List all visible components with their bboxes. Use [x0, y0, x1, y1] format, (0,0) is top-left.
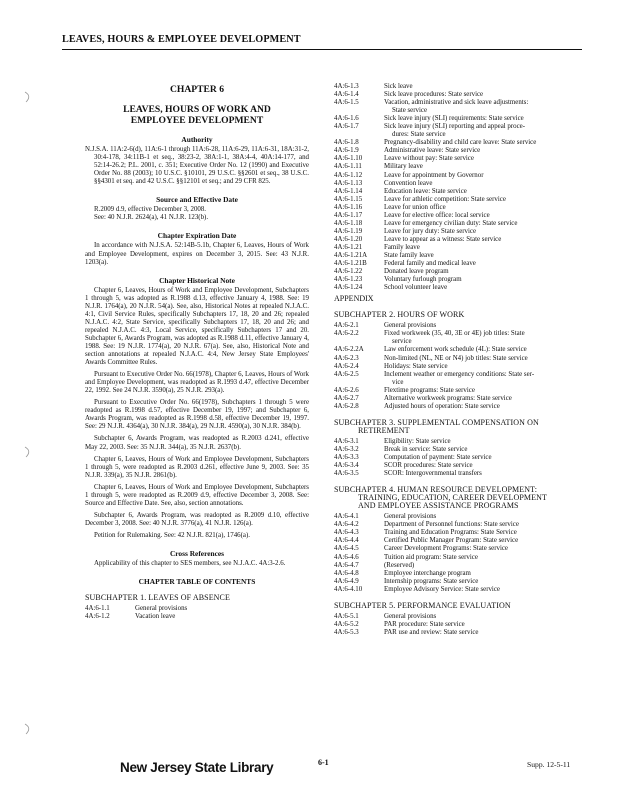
section-title	[382, 180, 582, 188]
section-number: 4A:6-2.2A	[334, 346, 364, 354]
historical-paragraph: Pursuant to Executive Order No. 66(1978), Subchapters 1 through 5 were readopted as R.1998 d.57, effective December 19, 1997; and Subchapter 6, Awards Program, was readopted as R.1998 d.58, effective December 19, 1997. See: 29 N.J.R. 4364(a), 30 N.J.R. 384(a), 29 N.J.R. 4590(a), 30 N.J.R. 384(b).	[85, 399, 309, 431]
section-number: 4A:6-2.6	[334, 386, 359, 394]
section-title	[382, 554, 582, 562]
section-number: 4A:6-3.4	[334, 462, 359, 470]
section-title	[382, 220, 582, 228]
section-title	[382, 276, 582, 284]
chapter-title-line: LEAVES, HOURS OF WORK AND	[123, 104, 271, 115]
toc-entry	[334, 252, 582, 260]
historical-paragraph: Chapter 6, Leaves, Hours of Work and Employee Development, Subchapters 1 through 5, were readopted as R.2003 d.261, effective June 9, 2003. See: 35 N.J.R. 339(a), 35 N.J.R. 2861(b).	[85, 455, 309, 479]
toc-entry	[334, 403, 582, 411]
toc-entry	[334, 163, 582, 171]
section-title	[382, 462, 582, 470]
section-number: 4A:6-2.7	[334, 394, 359, 402]
toc-entry	[334, 99, 582, 115]
section-title-text: General provisions	[384, 612, 437, 620]
toc-entry	[334, 355, 582, 363]
historical-heading: Chapter Historical Note	[159, 275, 235, 285]
source-line: R.2009 d.9, effective December 3, 2008.	[94, 206, 207, 214]
section-number: 4A:6-5.2	[334, 620, 359, 628]
section-title-continuation: vice	[392, 378, 404, 386]
section-title	[382, 395, 582, 403]
section-title-text: Pregnancy-disability and child care leave: State service	[384, 139, 537, 147]
section-title	[382, 355, 582, 363]
section-title-text: Sick leave injury (SLI) reporting and appeal proce-	[384, 123, 526, 131]
section-title-text: Holidays: State service	[384, 362, 448, 370]
section-title	[133, 613, 309, 621]
section-title	[382, 172, 582, 180]
toc-list	[334, 438, 582, 478]
section-title-text: Leave for appointment by Governor	[384, 171, 484, 179]
section-title-text: Computation of payment: State service	[384, 454, 492, 462]
section-title	[382, 403, 582, 411]
toc-entry	[334, 363, 582, 371]
section-title	[382, 613, 582, 621]
toc-entry	[334, 330, 582, 346]
section-number: 4A:6-2.5	[334, 370, 359, 378]
section-number: 4A:6-1.24	[334, 284, 363, 292]
hole-punch-mark-icon	[22, 445, 36, 459]
toc-entry	[334, 115, 582, 123]
section-title-text: Fixed workweek (35, 40, 3E or 4E) job titles: State	[384, 330, 525, 338]
historical-paragraph: Subchapter 6, Awards Program, was readopted as R.2009 d.10, effective December 3, 2008. See: 40 N.J.R. 3776(a), 41 N.J.R. 126(a).	[85, 511, 309, 527]
section-number: 4A:6-1.18	[334, 219, 363, 227]
section-title	[382, 204, 582, 212]
section-number: 4A:6-3.5	[334, 470, 359, 478]
expiration-text: In accordance with N.J.S.A. 52:14B-5.1b, Chapter 6, Leaves, Hours of Work and Employee Development, expires on December 3, 2015. See: 43 N.J.R. 1203(a).	[85, 242, 309, 266]
section-title-text: Adjusted hours of operation: State service	[384, 402, 500, 410]
hole-punch-mark-icon	[22, 722, 36, 736]
toc-entry	[334, 276, 582, 284]
toc-entry	[334, 537, 582, 545]
toc-entry	[334, 621, 582, 629]
section-title	[382, 438, 582, 446]
section-title	[382, 196, 582, 204]
historical-paragraph: Chapter 6, Leaves, Hours of Work and Employee Development, Subchapters 1 through 5, were readopted as R.2009 d.9, effective December 3, 2008. See: Source and Effective Date. See, also, section annotations.	[85, 483, 309, 507]
subchapter-heading-line: TRAINING, EDUCATION, CAREER DEVELOPMENT	[358, 493, 547, 503]
section-title	[382, 578, 582, 586]
toc-entry	[334, 91, 582, 99]
section-title-text: General provisions	[384, 513, 437, 521]
toc-entry	[334, 147, 582, 155]
section-number: 4A:6-1.12	[334, 171, 363, 179]
subchapter-4-heading	[334, 486, 582, 510]
chapter-title	[85, 104, 309, 126]
section-title-text: Vacation leave	[135, 613, 176, 621]
section-number: 4A:6-1.16	[334, 203, 363, 211]
toc-entry	[334, 228, 582, 236]
section-title-text: Convention leave	[384, 179, 433, 187]
toc-entry	[334, 578, 582, 586]
section-title-text: State family leave	[384, 251, 434, 259]
toc-entry	[334, 613, 582, 621]
section-title-text: Donated leave program	[384, 268, 449, 276]
section-title	[382, 529, 582, 537]
section-title-text: Sick leave	[384, 83, 413, 90]
section-title	[382, 212, 582, 220]
section-title	[382, 330, 582, 346]
section-title-text: Flextime programs: State service	[384, 386, 475, 394]
section-title-text: Internship programs: State service	[384, 577, 479, 585]
appendix-label: APPENDIX	[334, 294, 374, 304]
section-number: 4A:6-4.8	[334, 569, 359, 577]
supplement-date: Supp. 12-5-11	[527, 760, 571, 769]
cross-references-text: Applicability of this chapter to SES members, see N.J.A.C. 4A:3-2.6.	[94, 560, 286, 568]
section-title	[382, 537, 582, 545]
section-title-text: Vacation, administrative and sick leave adjustments:	[384, 99, 529, 107]
page-number: 6-1	[318, 758, 329, 767]
toc-entry	[85, 605, 309, 613]
section-number: 4A:6-4.4	[334, 537, 359, 545]
toc-entry	[334, 220, 582, 228]
section-number: 4A:6-4.5	[334, 545, 359, 553]
toc-entry	[334, 586, 582, 594]
toc-entry	[334, 268, 582, 276]
section-title-text: Administrative leave: State service	[384, 147, 481, 155]
subchapter-2-heading: SUBCHAPTER 2. HOURS OF WORK	[334, 310, 465, 320]
section-title	[382, 123, 582, 139]
section-title-text: Inclement weather or emergency conditions: State ser-	[384, 370, 535, 378]
section-number: 4A:6-1.9	[334, 147, 359, 155]
toc-entry	[334, 371, 582, 387]
chapter-title-line: EMPLOYEE DEVELOPMENT	[130, 115, 264, 126]
left-column	[85, 84, 309, 621]
toc-entry	[334, 236, 582, 244]
section-number: 4A:6-1.22	[334, 268, 363, 276]
section-title-text: Leave for emergency civilian duty: State service	[384, 219, 518, 227]
section-title	[382, 236, 582, 244]
section-title-text: General provisions	[135, 605, 188, 613]
section-title	[382, 621, 582, 629]
section-title	[382, 470, 582, 478]
section-number: 4A:6-1.3	[334, 83, 359, 90]
authority-text: N.J.S.A. 11A:2-6(d), 11A:6-1 through 11A:6-28, 11A:6-29, 11A:6-31, 18A:31-2, 30:4-178, 34:11B-1 et seq., 38:23-2, 38A:1-1, 38A:4-4, 40A:14-177, and 52:14-26.2; P.L. 2001, c. 351; Executive Order No. 12 (1990) and Executive Order No. 88 (2003); 10 U.S.C. §10101, 29 U.S.C. §§2601 et seq., 38 U.S.C. §§4301 et seq. and 42 U.S.C. §§12101 et seq.; and 29 CFR 825.	[85, 146, 309, 186]
section-title	[382, 346, 582, 354]
section-title-text: SCOR procedures: State service	[384, 462, 473, 470]
subchapter-heading-line: AND EMPLOYEE ASSISTANCE PROGRAMS	[358, 501, 519, 511]
section-title	[382, 371, 582, 387]
toc-entry	[334, 387, 582, 395]
section-title-text: Sick leave injury (SLI) requirements: State service	[384, 115, 524, 123]
subchapter-heading-line: SUBCHAPTER 4. HUMAN RESOURCE DEVELOPMENT:	[334, 485, 538, 495]
section-number: 4A:6-2.3	[334, 354, 359, 362]
section-title-text: (Reserved)	[384, 561, 415, 569]
section-number: 4A:6-1.6	[334, 115, 359, 123]
toc-list	[334, 83, 582, 292]
toc-entry	[85, 613, 309, 621]
toc-entry	[334, 172, 582, 180]
section-title	[382, 188, 582, 196]
subchapter-1-heading: SUBCHAPTER 1. LEAVES OF ABSENCE	[85, 593, 230, 603]
section-title	[382, 513, 582, 521]
section-number: 4A:6-1.8	[334, 139, 359, 147]
section-title	[382, 629, 582, 637]
section-number: 4A:6-3.2	[334, 445, 359, 453]
section-number: 4A:6-1.15	[334, 195, 363, 203]
chapter-number: CHAPTER 6	[169, 84, 225, 95]
subchapter-3-heading	[334, 419, 582, 435]
section-title	[382, 244, 582, 252]
toc-entry	[334, 545, 582, 553]
section-title-text: Sick leave procedures: State service	[384, 91, 484, 99]
section-title-text: SCOR: Intergovernmental transfers	[384, 470, 482, 478]
section-title	[382, 570, 582, 578]
toc-entry	[334, 629, 582, 637]
section-title	[382, 163, 582, 171]
toc-entry	[334, 554, 582, 562]
toc-entry	[334, 395, 582, 403]
section-number: 4A:6-1.14	[334, 187, 363, 195]
section-title	[382, 446, 582, 454]
section-title	[382, 521, 582, 529]
section-number: 4A:6-1.7	[334, 123, 359, 131]
cross-references-heading: Cross References	[169, 548, 225, 558]
section-number: 4A:6-3.1	[334, 437, 359, 445]
section-title-text: Certified Public Manager Program: State service	[384, 537, 519, 545]
section-title-text: Law enforcement work schedule (4L): State service	[384, 346, 527, 354]
section-title-text: Family leave	[384, 243, 420, 251]
section-title-text: Alternative workweek programs: State service	[384, 394, 512, 402]
section-number: 4A:6-1.5	[334, 99, 359, 107]
source-line: See: 40 N.J.R. 2624(a), 41 N.J.R. 123(b).	[94, 214, 209, 222]
section-number: 4A:6-4.2	[334, 521, 359, 529]
toc-entry	[334, 529, 582, 537]
subchapter-heading-line: RETIREMENT	[358, 425, 410, 435]
section-title-text: Tuition aid program: State service	[384, 553, 478, 561]
toc-entry	[334, 180, 582, 188]
toc-entry	[334, 284, 582, 292]
toc-entry	[334, 196, 582, 204]
section-title	[382, 454, 582, 462]
section-number: 4A:6-1.13	[334, 179, 363, 187]
section-title	[382, 155, 582, 163]
section-title-text: Eligibility: State service	[384, 437, 451, 445]
section-title-text: PAR use and review: State service	[384, 628, 479, 636]
section-number: 4A:6-1.21A	[334, 251, 368, 259]
section-number: 4A:6-1.10	[334, 155, 363, 163]
section-title	[382, 284, 582, 292]
section-title-text: Non-limited (NL, NE or N4) job titles: State service	[384, 354, 528, 362]
toc-heading: CHAPTER TABLE OF CONTENTS	[138, 577, 256, 587]
section-title-text: Employee interchange program	[384, 569, 471, 577]
section-title	[382, 562, 582, 570]
section-title-continuation: service	[392, 338, 412, 346]
toc-entry	[334, 562, 582, 570]
section-title	[382, 545, 582, 553]
section-title-text: Voluntary furlough program	[384, 276, 462, 284]
section-title	[382, 322, 582, 330]
expiration-heading: Chapter Expiration Date	[157, 231, 237, 241]
section-title	[382, 268, 582, 276]
section-number: 4A:6-4.7	[334, 561, 359, 569]
section-number: 4A:6-5.1	[334, 612, 359, 620]
toc-list	[334, 513, 582, 593]
toc-entry	[334, 260, 582, 268]
historical-paragraph: Petition for Rulemaking. See: 42 N.J.R. 821(a), 1746(a).	[94, 531, 250, 539]
section-number: 4A:6-2.1	[334, 322, 359, 330]
section-number: 4A:6-1.4	[334, 91, 359, 99]
section-title	[382, 115, 582, 123]
authority-heading: Authority	[181, 135, 213, 144]
toc-entry	[334, 521, 582, 529]
section-title-text: Leave for union office	[384, 203, 446, 211]
toc-entry	[334, 462, 582, 470]
historical-paragraph: Chapter 6, Leaves, Hours of Work and Employee Development, Subchapters 1 through 5, was adopted as R.1988 d.13, effective January 4, 1988. See: 19 N.J.R. 1764(a), 20 N.J.R. 54(a). See, also, Historical Notes at repealed N.J.A.C. 4:1, Civil Service Rules, specifically Subchapters 17, 18, 20 and 26; repealed N.J.A.C. 4:2, State Service, specifically Subchapters 17, 18, 20 and 26; and repealed N.J.A.C. 4:3, Local Service, specifically Subchapters 17 and 20. Subchapter 6, Awards Program, was adopted as R.1988 d.11, effective January 4, 1988. See: 19 N.J.R. 1774(a), 20 N.J.R. 67(a). See, also, Historical Note and section annotations at repealed N.J.A.C. 4:4, New Jersey State Employees' Awards Committee Rules.	[85, 286, 309, 367]
toc-list	[334, 322, 582, 411]
section-title	[382, 586, 582, 594]
toc-entry	[334, 123, 582, 139]
section-title	[133, 605, 309, 613]
toc-entry	[334, 244, 582, 252]
toc-entry	[334, 513, 582, 521]
section-title-text: Education leave: State service	[384, 187, 467, 195]
toc-entry	[334, 346, 582, 354]
section-title	[382, 228, 582, 236]
section-title-text: Training and Education Programs: State Service	[384, 529, 517, 537]
section-number: 4A:6-1.21B	[334, 260, 367, 268]
section-title-text: Leave for elective office: local service	[384, 211, 490, 219]
section-title-text: Department of Personnel functions: State service	[384, 521, 519, 529]
section-title-text: Leave for jury duty: State service	[384, 227, 477, 235]
section-title	[382, 363, 582, 371]
section-title-text: Leave without pay: State service	[384, 155, 474, 163]
source-heading: Source and Effective Date	[156, 195, 238, 205]
section-number: 4A:6-1.21	[334, 243, 363, 251]
toc-entry	[334, 446, 582, 454]
section-title	[382, 91, 582, 99]
section-number: 4A:6-4.9	[334, 577, 359, 585]
section-number: 4A:6-2.8	[334, 402, 359, 410]
toc-entry	[334, 470, 582, 478]
toc-list	[85, 605, 309, 621]
section-number: 4A:6-1.2	[85, 613, 110, 621]
section-number: 4A:6-4.10	[334, 585, 363, 593]
section-title-text: Career Development Programs: State service	[384, 545, 508, 553]
toc-entry	[334, 322, 582, 330]
section-title-text: Employee Advisory Service: State service	[384, 585, 500, 593]
toc-entry	[334, 188, 582, 196]
subchapter-heading-line: SUBCHAPTER 3. SUPPLEMENTAL COMPENSATION ON	[334, 417, 539, 427]
toc-entry	[334, 204, 582, 212]
section-number: 4A:6-1.17	[334, 211, 363, 219]
section-number: 4A:6-4.6	[334, 553, 359, 561]
section-title-text: School volunteer leave	[384, 284, 448, 292]
section-title	[382, 252, 582, 260]
section-title	[382, 260, 582, 268]
section-title	[382, 83, 582, 91]
section-number: 4A:6-1.11	[334, 163, 362, 171]
section-title-text: Leave for athletic competition: State service	[384, 195, 506, 203]
toc-entry	[334, 139, 582, 147]
section-number: 4A:6-2.2	[334, 330, 359, 338]
historical-paragraph: Pursuant to Executive Order No. 66(1978), Chapter 6, Leaves, Hours of Work and Employee Development, was readopted as R.1993 d.47, effective December 22, 1992. See 24 N.J.R. 3590(a), 25 N.J.R. 293(a).	[85, 371, 309, 395]
section-title-text: Leave to appear as a witness: State service	[384, 235, 502, 243]
toc-entry	[334, 454, 582, 462]
section-title	[382, 99, 582, 115]
section-number: 4A:6-1.19	[334, 227, 363, 235]
running-head: LEAVES, HOURS & EMPLOYEE DEVELOPMENT	[62, 34, 582, 50]
section-number: 4A:6-1.20	[334, 235, 363, 243]
toc-entry	[334, 570, 582, 578]
toc-list	[334, 613, 582, 637]
toc-entry	[334, 155, 582, 163]
section-title-text: PAR procedure: State service	[384, 620, 465, 628]
right-column	[334, 83, 582, 637]
section-title	[382, 147, 582, 155]
section-title	[382, 139, 582, 147]
toc-entry	[334, 83, 582, 91]
section-number: 4A:6-5.3	[334, 628, 359, 636]
section-title-text: Break in service: State service	[384, 445, 468, 453]
toc-entry	[334, 212, 582, 220]
historical-paragraph: Subchapter 6, Awards Program, was readopted as R.2003 d.241, effective May 22, 2003. See: 35 N.J.R. 344(a), 35 N.J.R. 2637(b).	[85, 435, 309, 451]
section-number: 4A:6-4.3	[334, 529, 359, 537]
section-title-continuation: dures: State service	[392, 131, 446, 139]
section-title	[382, 387, 582, 395]
section-number: 4A:6-2.4	[334, 362, 359, 370]
toc-entry	[334, 438, 582, 446]
section-title-text: General provisions	[384, 322, 437, 330]
section-number: 4A:6-4.1	[334, 513, 359, 521]
library-footer: New Jersey State Library	[120, 760, 274, 775]
section-number: 4A:6-1.1	[85, 605, 110, 613]
section-title-text: Federal family and medical leave	[384, 260, 476, 268]
subchapter-5-heading: SUBCHAPTER 5. PERFORMANCE EVALUATION	[334, 600, 511, 610]
section-title-text: Military leave	[384, 163, 423, 171]
section-title-continuation: State service	[392, 107, 428, 115]
hole-punch-mark-icon	[22, 90, 36, 104]
section-number: 4A:6-1.23	[334, 276, 363, 284]
section-number: 4A:6-3.3	[334, 454, 359, 462]
